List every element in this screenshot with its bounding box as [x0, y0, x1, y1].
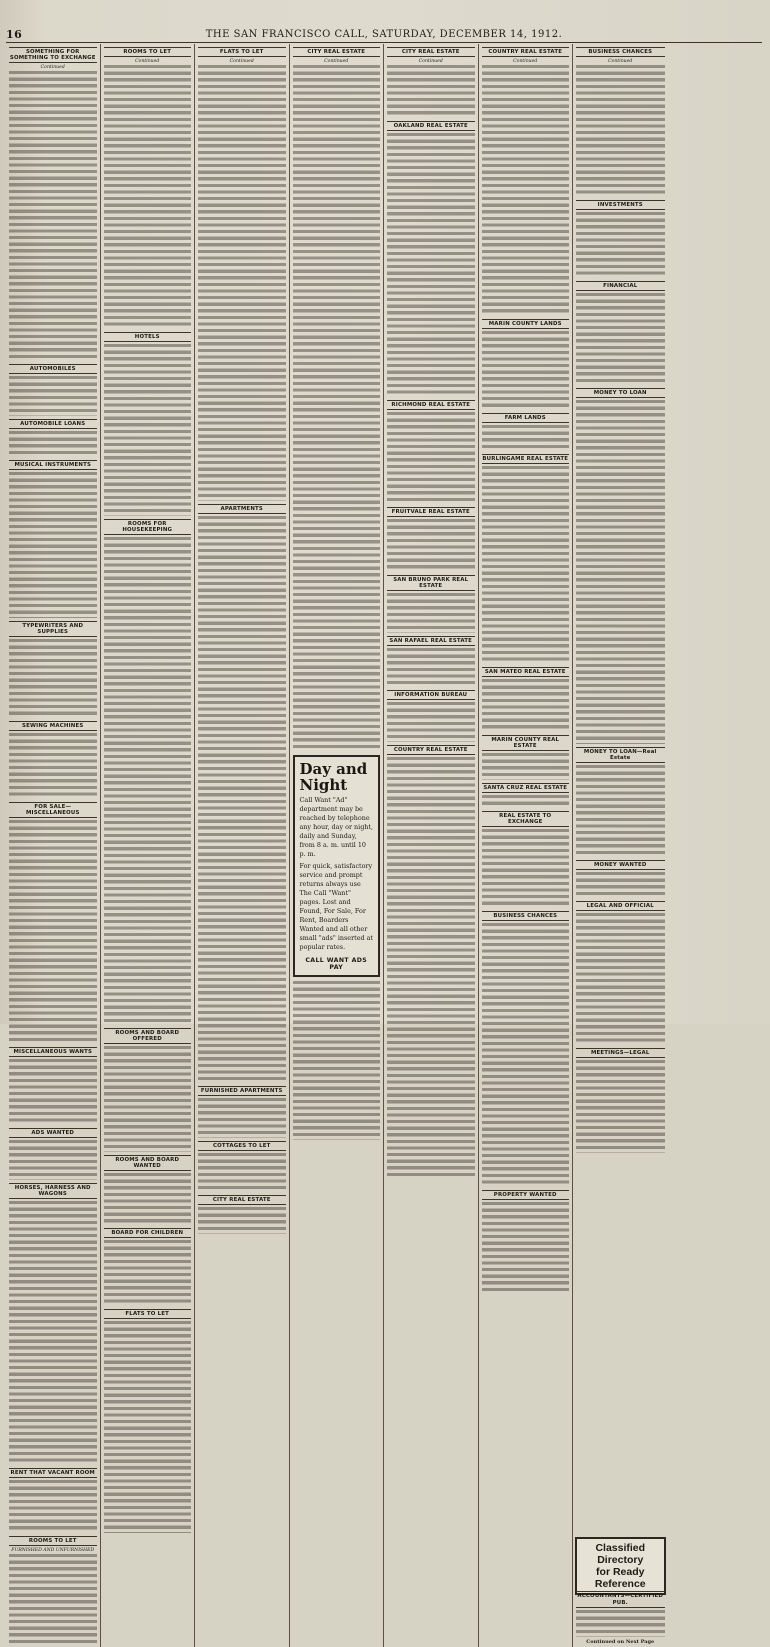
listing-text-block — [482, 1202, 570, 1294]
section-heading: CITY REAL ESTATE — [198, 1195, 286, 1205]
section-heading: MONEY TO LOAN — [576, 388, 665, 398]
section-heading: FLATS TO LET — [104, 1309, 192, 1319]
listing-text-block — [482, 679, 570, 732]
classified-directory-line-1: Classified Directory — [595, 1541, 646, 1566]
section-subhead: Continued — [229, 59, 254, 64]
listing-text-block — [482, 753, 570, 779]
listing-text-block — [104, 537, 192, 1025]
continued-note: Continued on Next Page — [586, 1638, 655, 1645]
listing-text-block — [104, 344, 192, 516]
section-heading: SAN MATEO REAL ESTATE — [482, 667, 570, 677]
section-heading: HOTELS — [104, 332, 192, 342]
section-heading: CITY REAL ESTATE — [387, 47, 475, 57]
section-heading: FURNISHED APARTMENTS — [198, 1086, 286, 1096]
listing-text-block — [576, 913, 665, 1045]
listing-text-block — [576, 400, 665, 743]
section-heading: FOR SALE—MISCELLANEOUS — [9, 802, 97, 818]
listing-text-block — [387, 133, 475, 397]
section-heading: ROOMS TO LET — [104, 47, 192, 57]
section-heading: BOARD FOR CHILDREN — [104, 1228, 192, 1238]
listing-text-block — [387, 65, 475, 118]
listing-text-block — [104, 65, 192, 329]
section-heading: MARIN COUNTY LANDS — [482, 319, 570, 329]
listing-text-block — [293, 981, 381, 1139]
section-subhead: FURNISHED AND UNFURNISHED — [11, 1547, 95, 1553]
listing-text-block — [387, 593, 475, 633]
classified-directory-box — [575, 1537, 666, 1595]
section-heading: BUSINESS CHANCES — [576, 47, 665, 57]
listing-text-block — [387, 519, 475, 572]
section-heading: PROPERTY WANTED — [482, 1190, 570, 1200]
listing-text-block — [198, 1098, 286, 1138]
classified-directory-line-2: for Ready Reference — [594, 1565, 646, 1590]
listing-text-block — [482, 795, 570, 808]
section-heading: COUNTRY REAL ESTATE — [482, 47, 570, 57]
section-heading: OAKLAND REAL ESTATE — [387, 121, 475, 131]
listing-text-block — [576, 1060, 665, 1152]
section-subhead: Continued — [608, 59, 633, 64]
column-6 — [479, 44, 574, 1647]
listing-text-block — [104, 1240, 192, 1306]
listing-text-block — [104, 1321, 192, 1532]
section-heading: ROOMS FOR HOUSEKEEPING — [104, 519, 192, 535]
section-heading: ROOMS AND BOARD WANTED — [104, 1155, 192, 1171]
listing-text-block — [387, 702, 475, 742]
ad-title: Day and Night — [299, 760, 368, 795]
section-heading: COUNTRY REAL ESTATE — [387, 745, 475, 755]
section-heading: COTTAGES TO LET — [198, 1141, 286, 1151]
section-heading: SAN BRUNO PARK REAL ESTATE — [387, 575, 475, 591]
listing-text-block — [9, 639, 97, 718]
section-heading: SOMETHING FOR SOMETHING TO EXCHANGE — [9, 49, 96, 61]
listing-text-block — [576, 1610, 665, 1636]
listing-text-block — [104, 1046, 192, 1152]
section-heading: BUSINESS CHANCES — [482, 911, 570, 921]
call-want-ads-box — [293, 755, 381, 977]
listing-text-block — [9, 1140, 97, 1180]
listing-text-block — [9, 431, 97, 457]
section-heading: MONEY TO LOAN—Real Estate — [576, 747, 665, 763]
listing-text-block — [9, 1201, 97, 1465]
masthead — [6, 26, 762, 43]
listing-text-block — [198, 1153, 286, 1193]
ad-body: Call Want "Ad" department may be reached by telephone any hour, day or night, daily and Sunday, from 8 a. m. until 10 p. m. — [299, 796, 374, 859]
section-heading: MARIN COUNTY REAL ESTATE — [482, 735, 570, 751]
listing-text-block — [104, 1173, 192, 1226]
newspaper-title: THE SAN FRANCISCO CALL, SATURDAY, DECEMBER 14, 1912. — [205, 28, 563, 40]
ad-body-2: For quick, satisfactory service and prompt returns always use The Call "Want" pages. Lost and Found, For Sale, For Rent, Boarders Wanted and all other small "ads" inserted at popular rates. — [299, 862, 373, 952]
section-heading: RENT THAT VACANT ROOM — [10, 1469, 95, 1476]
section-heading: LEGAL AND OFFICIAL — [576, 901, 665, 911]
listing-text-block — [387, 757, 475, 1179]
column-7 — [573, 44, 668, 1647]
section-heading: FLATS TO LET — [198, 47, 286, 57]
section-heading: TYPEWRITERS AND SUPPLIES — [9, 621, 97, 637]
section-heading: ACCOUNTANTS—CERTIFIED PUB. — [576, 1591, 665, 1608]
section-heading: SAN RAFAEL REAL ESTATE — [387, 636, 475, 646]
section-heading: MEETINGS—LEGAL — [576, 1048, 665, 1058]
section-subhead: Continued — [324, 59, 349, 64]
listing-text-block — [293, 65, 381, 751]
listing-text-block — [9, 71, 97, 361]
page-number: 16 — [6, 27, 23, 41]
section-heading: REAL ESTATE TO EXCHANGE — [482, 811, 570, 827]
listing-text-block — [198, 516, 286, 1084]
listing-text-block — [9, 733, 97, 799]
section-heading: FRUITVALE REAL ESTATE — [387, 507, 475, 517]
listing-text-block — [576, 212, 665, 278]
listing-text-block — [482, 466, 570, 664]
section-heading: INVESTMENTS — [576, 200, 665, 210]
section-heading: ADS WANTED — [9, 1128, 97, 1138]
section-heading: FARM LANDS — [482, 413, 570, 423]
section-heading: CITY REAL ESTATE — [293, 47, 381, 57]
listing-text-block — [9, 1554, 97, 1646]
listing-text-block — [9, 820, 97, 1044]
section-heading: MUSICAL INSTRUMENTS — [9, 460, 97, 470]
ad-footer: CALL WANT ADS PAY — [305, 957, 368, 972]
section-heading: SEWING MACHINES — [9, 721, 97, 731]
listing-text-block — [9, 1059, 97, 1125]
section-heading: AUTOMOBILES — [9, 364, 97, 374]
listing-text-block — [482, 65, 570, 316]
column-3 — [195, 44, 290, 1647]
section-heading: SANTA CRUZ REAL ESTATE — [483, 784, 568, 791]
section-heading: RICHMOND REAL ESTATE — [387, 400, 475, 410]
section-heading: ROOMS TO LET — [9, 1536, 97, 1546]
column-5 — [384, 44, 479, 1647]
column-2 — [101, 44, 196, 1647]
listing-text-block — [482, 425, 570, 451]
listing-text-block — [482, 923, 570, 1187]
listing-text-block — [9, 472, 97, 617]
section-subhead: Continued — [513, 59, 538, 64]
section-heading: APARTMENTS — [198, 504, 286, 514]
column-1 — [6, 44, 101, 1647]
listing-text-block — [198, 1207, 286, 1233]
listing-text-block — [387, 648, 475, 688]
section-heading: BURLINGAME REAL ESTATE — [482, 456, 569, 463]
section-subhead: Continued — [418, 59, 443, 64]
classified-columns — [6, 44, 762, 1645]
listing-text-block — [9, 1480, 97, 1533]
section-heading: MISCELLANEOUS WANTS — [9, 1047, 97, 1057]
listing-text-block — [576, 293, 665, 385]
section-heading: MONEY WANTED — [576, 860, 665, 870]
section-subhead: Continued — [40, 65, 65, 70]
section-heading: HORSES, HARNESS AND WAGONS — [9, 1183, 97, 1199]
listing-text-block — [482, 829, 570, 908]
listing-text-block — [198, 65, 286, 501]
section-heading: FINANCIAL — [576, 281, 665, 291]
listing-text-block — [387, 412, 475, 504]
section-subhead: Continued — [135, 59, 160, 64]
listing-text-block — [576, 765, 665, 857]
listing-text-block — [576, 65, 665, 197]
section-heading: AUTOMOBILE LOANS — [9, 419, 97, 429]
listing-text-block — [576, 872, 665, 898]
column-footer — [576, 1591, 665, 1645]
section-heading: INFORMATION BUREAU — [387, 690, 475, 700]
column-4 — [290, 44, 385, 1647]
section-heading: ROOMS AND BOARD OFFERED — [104, 1028, 192, 1044]
listing-text-block — [482, 331, 570, 410]
listing-text-block — [9, 376, 97, 416]
